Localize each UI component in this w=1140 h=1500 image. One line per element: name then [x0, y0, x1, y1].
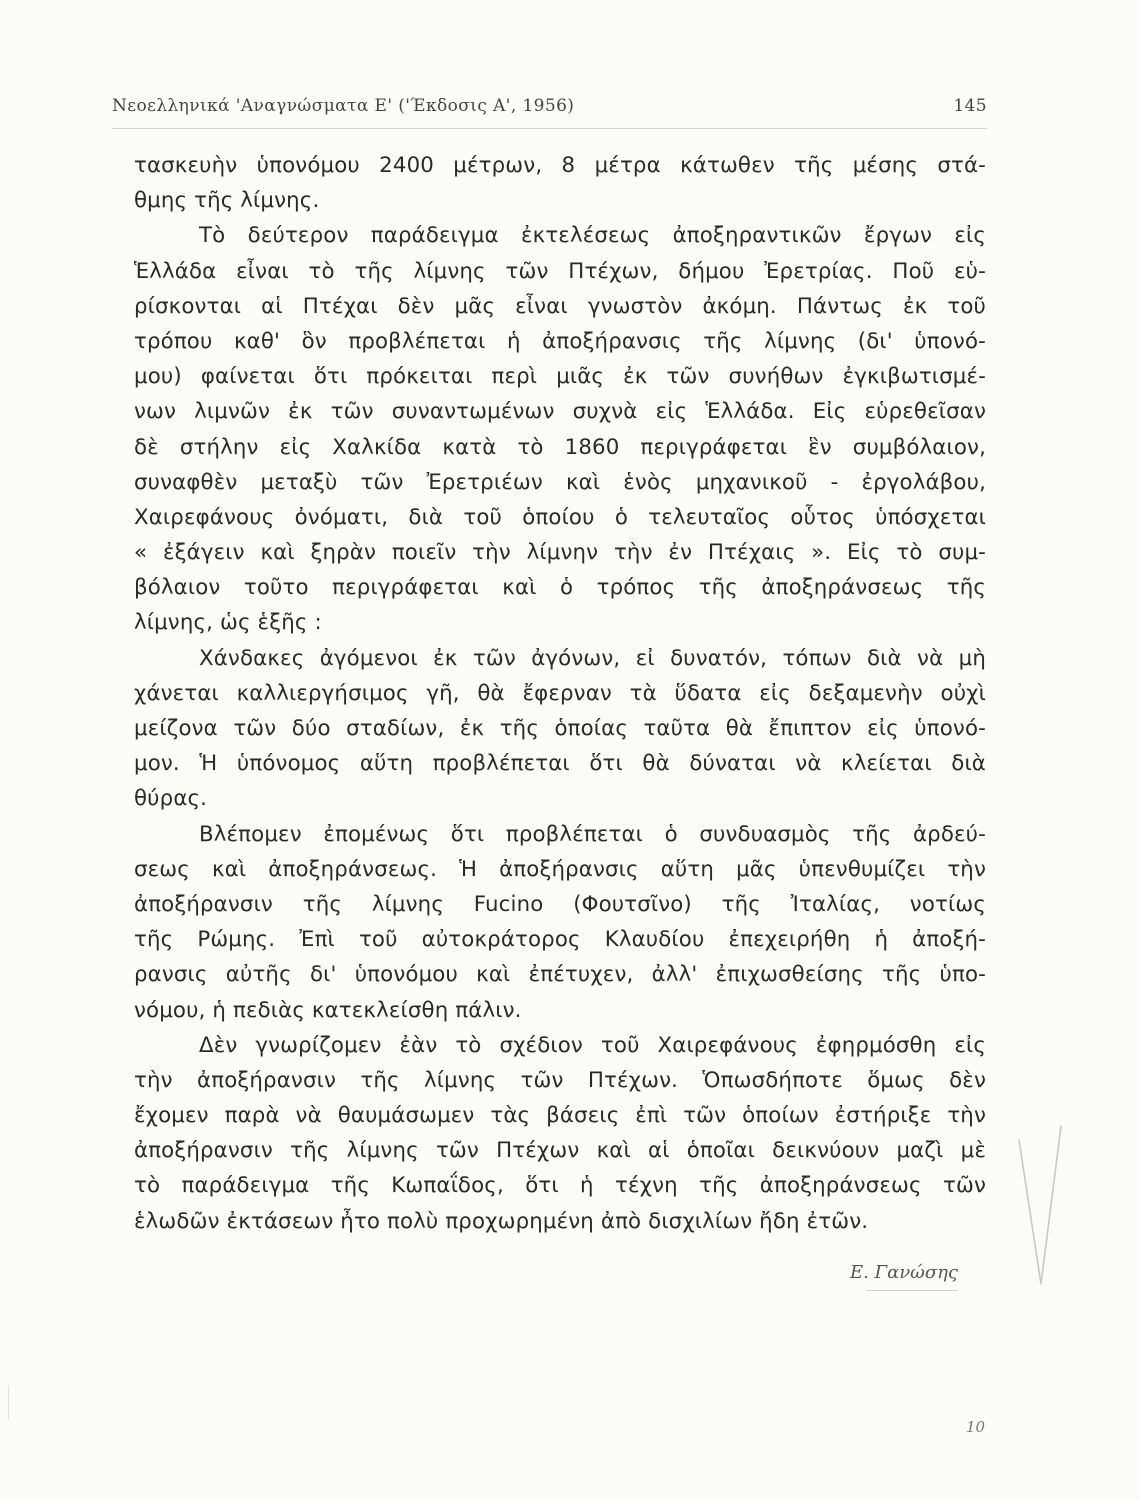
author-signature: Ε. Γανώσης [850, 1262, 958, 1283]
text-line: ἔχομεν παρὰ νὰ θαυμάσωμεν τὰς βάσεις ἐπὶ τῶν ὁποίων ἐστήριξε τὴν [134, 1103, 986, 1129]
text-line: θύρας. [134, 786, 208, 812]
text-line: Χαιρεφάνους ὀνόματι, διὰ τοῦ ὁποίου ὁ τελευταῖος οὗτος ὑπόσχεται [134, 504, 986, 530]
text-line: τὸ παράδειγμα τῆς Κωπαΐδος, ὅτι ἡ τέχνη τῆς ἀποξηράνσεως τῶν [134, 1173, 986, 1199]
text-line: δὲ στήλην εἰς Χαλκίδα κατὰ τὸ 1860 περιγράφεται ἓν συμβόλαιον, [134, 434, 986, 460]
text-line: τασκευὴν ὑπονόμου 2400 μέτρων, 8 μέτρα κάτωθεν τῆς μέσης στά- [134, 153, 986, 178]
text-line: ἀποξήρανσιν τῆς λίμνης Fucino (Φουτσῖνο) τῆς Ἰταλίας, νοτίως [134, 891, 986, 917]
paragraph [134, 641, 986, 817]
text-line: τὴν ἀποξήρανσιν τῆς λίμνης τῶν Πτέχων. Ὁπωσδήποτε ὅμως δὲν [134, 1067, 986, 1093]
text-line: συναφθὲν μεταξὺ τῶν Ἐρετριέων καὶ ἑνὸς μηχανικοῦ - ἐργολάβου, [134, 469, 986, 495]
page-number: 145 [953, 96, 987, 116]
text-line: ἀποξήρανσιν τῆς λίμνης τῶν Πτέχων καὶ αἱ ὁποῖαι δεικνύουν μαζὶ μὲ [134, 1138, 986, 1164]
scan-edge-mark [8, 1386, 9, 1420]
paragraph [134, 1028, 986, 1239]
text-line: Δὲν γνωρίζομεν ἐὰν τὸ σχέδιον τοῦ Χαιρεφάνους ἐφηρμόσθη εἰς [199, 1032, 986, 1058]
text-line: Τὸ δεύτερον παράδειγμα ἐκτελέσεως ἀποξηραντικῶν ἔργων εἰς [199, 223, 986, 249]
text-line: νων λιμνῶν ἐκ τῶν συναντωμένων συχνὰ εἰς Ἑλλάδα. Εἰς εὑρεθεῖσαν [134, 399, 986, 425]
paragraph [134, 817, 986, 1028]
text-line: μείζονα τῶν δύο σταδίων, ἐκ τῆς ὁποίας ταῦτα θὰ ἔπιπτον εἰς ὑπονό- [134, 716, 986, 741]
signature-rule [866, 1290, 958, 1291]
article-body [134, 148, 986, 1239]
text-line: βόλαιον τοῦτο περιγράφεται καὶ ὁ τρόπος τῆς ἀποξηράνσεως τῆς [134, 575, 986, 601]
text-line: Βλέπομεν ἐπομένως ὅτι προβλέπεται ὁ συνδυασμὸς τῆς ἀρδεύ- [199, 821, 986, 847]
text-line: μου) φαίνεται ὅτι πρόκειται περὶ μιᾶς ἐκ τῶν συνήθων ἐγκιβωτισμέ- [134, 364, 986, 390]
text-line: τρόπου καθ' ὃν προβλέπεται ἡ ἀποξήρανσις τῆς λίμνης (δι' ὑπονό- [134, 328, 986, 354]
text-line: θμης τῆς λίμνης. [134, 188, 320, 214]
running-header [112, 92, 987, 122]
text-line: μον. Ἡ ὑπόνομος αὕτη προβλέπεται ὅτι θὰ δύναται νὰ κλείεται διὰ [134, 751, 986, 777]
text-line: χάνεται καλλιεργήσιμος γῆ, θὰ ἔφερναν τὰ ὕδατα εἰς δεξαμενὴν οὐχὶ [134, 680, 986, 706]
text-line: Χάνδακες ἀγόμενοι ἐκ τῶν ἀγόνων, εἰ δυνατόν, τόπων διὰ νὰ μὴ [199, 645, 986, 671]
text-line: νόμου, ἡ πεδιὰς κατεκλείσθη πάλιν. [134, 997, 522, 1023]
text-line: τῆς Ρώμης. Ἐπὶ τοῦ αὐτοκράτορος Κλαυδίου ἐπεχειρήθη ἡ ἀποξή- [134, 927, 986, 953]
paragraph [134, 218, 986, 640]
handwritten-check-mark [1015, 1120, 1063, 1290]
paragraph [134, 148, 986, 218]
text-line: ρίσκονται αἱ Πτέχαι δὲν μᾶς εἶναι γνωστὸν ἀκόμη. Πάντως ἐκ τοῦ [134, 293, 986, 319]
text-line: « ἐξάγειν καὶ ξηρὰν ποιεῖν τὴν λίμνην τὴν ἐν Πτέχαις ». Εἰς τὸ συμ- [134, 540, 986, 566]
text-line: ἑλωδῶν ἐκτάσεων ἦτο πολὺ προχωρημένη ἀπὸ δισχιλίων ἤδη ἐτῶν. [134, 1208, 869, 1234]
text-line: ρανσις αὐτῆς δι' ὑπονόμου καὶ ἐπέτυχεν, ἀλλ' ἐπιχωσθείσης τῆς ὑπο- [134, 962, 986, 988]
header-rule [112, 128, 987, 129]
text-line: Ἑλλάδα εἶναι τὸ τῆς λίμνης τῶν Πτέχων, δήμου Ἐρετρίας. Ποῦ εὑ- [134, 258, 986, 284]
text-line: σεως καὶ ἀποξηράνσεως. Ἡ ἀποξήρανσις αὕτη μᾶς ὑπενθυμίζει τὴν [134, 856, 986, 882]
folio-mark: 10 [966, 1418, 986, 1436]
running-header-title: Νεοελληνικά 'Αναγνώσματα Ε' ('Έκδοσις Α', 1956) [112, 96, 575, 116]
text-line: λίμνης, ὡς ἑξῆς : [134, 610, 322, 636]
